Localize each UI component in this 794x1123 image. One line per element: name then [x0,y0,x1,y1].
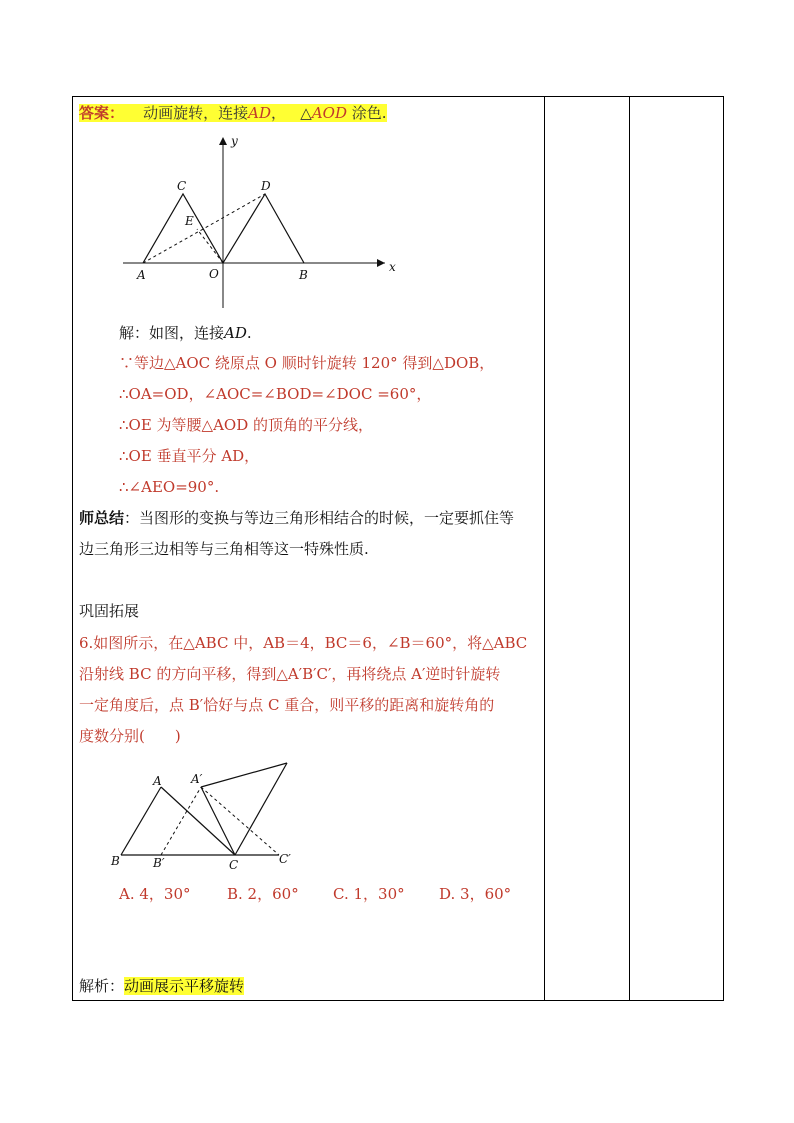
segment-ab [121,787,161,855]
solution-line-2: ∵等边△AOC 绕原点 O 顺时针旋转 120° 得到△DOB， [119,354,495,372]
label-y: y [231,134,238,148]
label-c: C [229,858,239,872]
translation-figure [109,757,309,877]
x-axis-arrow [377,259,385,267]
column-divider-2 [629,97,630,1000]
segment-a2c [201,787,235,855]
label-b: B [111,854,120,868]
summary-line-2: 边三角形三边相等与三角相等这一特殊性质. [79,540,369,558]
content-cell [73,97,545,1000]
question-line-3: 一定角度后，点 B′恰好与点 C 重合，则平移的距离和旋转角的 [79,696,495,714]
label-b: B [299,268,308,282]
question-line-2: 沿射线 BC 的方向平移，得到△A′B′C′，再将绕点 A′逆时针旋转 [79,665,501,683]
label-c-prime: C′ [279,852,291,866]
segment-ac [161,787,235,855]
option-d: D. 3，60° [439,885,512,903]
label-a: A [153,774,162,788]
analysis-line: 解析：动画展示平移旋转 [79,977,245,995]
lesson-table [72,96,724,1001]
label-b-prime: B′ [153,856,165,870]
option-b: B. 2，60° [227,885,299,903]
segment-a2-top [201,763,287,787]
option-a: A. 4，30° [119,885,191,903]
triangle-aoc [143,194,223,263]
question-line-4: 度数分别( ) [79,727,181,745]
y-axis-arrow [219,137,227,145]
option-c: C. 1，30° [333,885,405,903]
segment-top-c [235,763,287,855]
consolidation-heading: 巩固拓展 [79,602,140,620]
solution-line-5: ∴OE 垂直平分 AD， [119,447,260,465]
answer-line [79,103,387,123]
answer-label: 答案： [79,104,125,122]
segment-a2b2 [161,787,201,855]
coordinate-figure [123,133,403,313]
solution-line-1: 解：如图，连接AD. [119,324,252,342]
label-e: E [185,214,194,228]
segment-ad [143,194,265,263]
label-d: D [261,179,271,193]
label-a: A [137,268,146,282]
summary-line-1: 师总结：当图形的变换与等边三角形相结合的时候，一定要抓住等 [79,509,515,527]
question-line-1: 6.如图所示，在△ABC 中，AB＝4，BC＝6，∠B＝60°，将△ABC [79,634,528,652]
label-o: O [209,267,219,281]
label-a-prime: A′ [191,772,203,786]
segment-oe [197,229,223,263]
solution-line-4: ∴OE 为等腰△AOD 的顶角的平分线， [119,416,374,434]
solution-line-6: ∴∠AEO=90°. [119,478,220,496]
label-c: C [177,179,187,193]
triangle-dob [223,194,304,263]
label-x: x [389,260,396,274]
solution-line-3: ∴OA=OD，∠AOC=∠BOD=∠DOC =60°， [119,385,432,403]
answer-text: 动画旋转，连接AD， △AOD 涂色. [124,104,387,122]
